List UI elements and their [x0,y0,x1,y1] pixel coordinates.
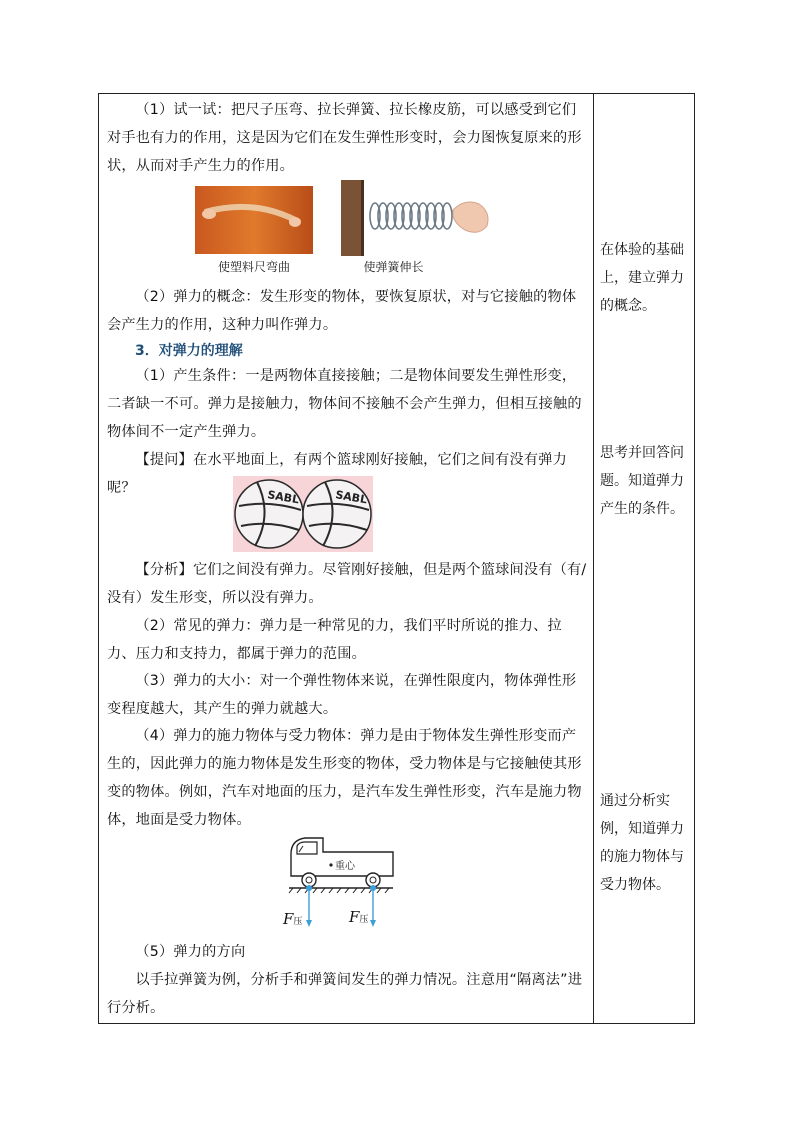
paragraph-concept: （2）弹力的概念：发生形变的物体，要恢复原状，对与它接触的物体会产生力的作用，这种力叫作弹力。 [107,289,577,333]
ball-logo-left: SABL [266,488,301,507]
note-condition: 思考并回答问题。知道弹力产生的条件。 [600,445,684,517]
ball-logo-right: SABL [334,488,369,507]
lesson-table [98,93,695,1024]
force-subscript: 压 [359,915,369,925]
note-bodies: 通过分析实例，知道弹力的施力物体与受力物体。 [600,793,684,893]
force-letter: F [349,908,360,926]
force-label-right [349,908,368,926]
paragraph-question: 【提问】在水平地面上，有两个篮球刚好接触，它们之间有没有弹力呢？ [107,452,568,496]
paragraph-bodies: （4）弹力的施力物体与受力物体：弹力是由于物体发生弹性形变而产生的，因此弹力的施力物体是发生形变的物体，受力物体是与它接触使其形变的物体。例如，汽车对地面的压力，是汽车发生弹性形变，汽车是施力物体，地面是受力物体。 [107,728,582,828]
spring-photo [341,180,493,256]
paragraph-common: （2）常见的弹力：弹力是一种常见的力，我们平时所说的推力、拉力、压力和支持力，都属于弹力的范围。 [107,618,562,662]
spring-caption: 使弹簧伸长 [363,260,424,274]
section-heading: 3．对弹力的理解 [135,343,243,359]
note-concept: 在体验的基础上，建立弹力的概念。 [600,242,684,314]
paragraph-analysis: 【分析】它们之间没有弹力。尽管刚好接触，但是两个篮球间没有（有/没有）发生形变，所以没有弹力。 [107,562,587,606]
paragraph-magnitude: （3）弹力的大小：对一个弹性物体来说，在弹性限度内，物体弹性形变程度越大，其产生的弹力就越大。 [107,673,577,717]
basketballs-photo [233,476,373,552]
center-of-gravity-label: 重心 [335,861,355,872]
ruler-photo [195,186,313,254]
main-column [99,94,593,1023]
notes-column [594,94,694,1023]
paragraph-try: （1）试一试：把尺子压弯、拉长弹簧、拉长橡皮筋，可以感受到它们对手也有力的作用，这是因为它们在发生弹性形变时，会力图恢复原来的形状，从而对手产生力的作用。 [107,102,582,174]
paragraph-condition: （1）产生条件：一是两物体直接接触；二是物体间要发生弹性形变，二者缺一不可。弹力是接触力，物体间不接触不会产生弹力，但相互接触的物体间不一定产生弹力。 [107,368,582,440]
force-label-left [283,910,302,928]
force-letter: F [283,910,294,928]
force-subscript: 压 [293,917,303,927]
ruler-caption: 使塑料尺弯曲 [217,260,290,274]
paragraph-direction: （5）弹力的方向 [135,944,246,960]
paragraph-example: 以手拉弹簧为例，分析手和弹簧间发生的弹力情况。注意用“隔离法”进行分析。 [107,972,583,1016]
